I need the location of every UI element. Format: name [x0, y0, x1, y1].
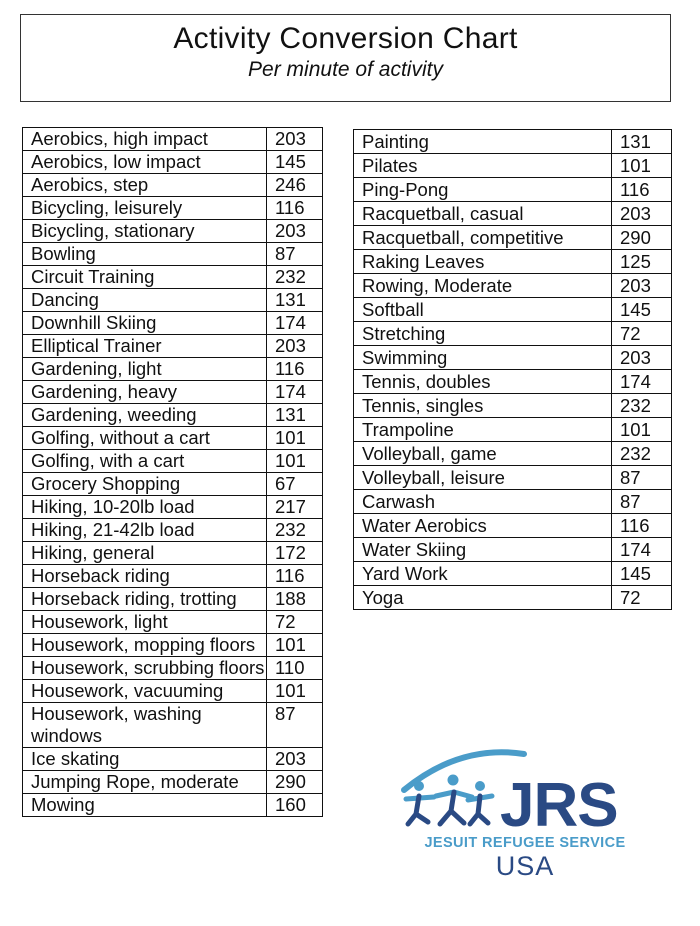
- left-activity-table: [22, 127, 323, 817]
- activity-name: Horseback riding: [23, 565, 267, 588]
- activity-name: Grocery Shopping: [23, 473, 267, 496]
- table-row: [354, 418, 672, 442]
- activity-name: Aerobics, step: [23, 174, 267, 197]
- activity-name: Racquetball, competitive: [354, 226, 612, 250]
- figure-head-icon: [475, 781, 485, 791]
- activity-value: 290: [612, 226, 672, 250]
- activity-name: Downhill Skiing: [23, 312, 267, 335]
- activity-name: Gardening, heavy: [23, 381, 267, 404]
- activity-value: 232: [612, 394, 672, 418]
- activity-name: Golfing, without a cart: [23, 427, 267, 450]
- activity-value: 203: [267, 220, 323, 243]
- table-row: [354, 346, 672, 370]
- table-row: [354, 274, 672, 298]
- activity-name: Trampoline: [354, 418, 612, 442]
- activity-name: Hiking, general: [23, 542, 267, 565]
- page-title: Activity Conversion Chart: [173, 22, 518, 55]
- table-row: [23, 794, 323, 817]
- table-row: [354, 514, 672, 538]
- activity-name: Mowing: [23, 794, 267, 817]
- activity-name: Bicycling, leisurely: [23, 197, 267, 220]
- activity-value: 203: [612, 274, 672, 298]
- activity-value: 203: [267, 335, 323, 358]
- activity-value: 101: [267, 634, 323, 657]
- table-row: [23, 680, 323, 703]
- activity-value: 145: [267, 151, 323, 174]
- activity-name: Painting: [354, 130, 612, 154]
- activity-name: Softball: [354, 298, 612, 322]
- activity-name: Racquetball, casual: [354, 202, 612, 226]
- activity-value: 232: [612, 442, 672, 466]
- activity-name: Horseback riding, trotting: [23, 588, 267, 611]
- table-row: [23, 381, 323, 404]
- activity-name: Stretching: [354, 322, 612, 346]
- figure-head-icon: [448, 775, 459, 786]
- activity-name: Ice skating: [23, 748, 267, 771]
- table-row: [23, 174, 323, 197]
- table-row: [23, 565, 323, 588]
- table-row: [354, 250, 672, 274]
- activity-name: Housework, washing windows: [23, 703, 267, 748]
- activity-name: Yard Work: [354, 562, 612, 586]
- activity-name: Golfing, with a cart: [23, 450, 267, 473]
- activity-name: Ping-Pong: [354, 178, 612, 202]
- activity-value: 145: [612, 562, 672, 586]
- activity-value: 110: [267, 657, 323, 680]
- activity-value: 174: [612, 538, 672, 562]
- activity-value: 131: [612, 130, 672, 154]
- table-row: [354, 370, 672, 394]
- activity-value: 217: [267, 496, 323, 519]
- table-row: [23, 657, 323, 680]
- table-row: [23, 220, 323, 243]
- activity-value: 72: [612, 322, 672, 346]
- table-row: [23, 450, 323, 473]
- activity-name: Water Skiing: [354, 538, 612, 562]
- table-row: [23, 358, 323, 381]
- activity-value: 125: [612, 250, 672, 274]
- title-box: [20, 14, 671, 102]
- table-row: [354, 154, 672, 178]
- table-row: [23, 335, 323, 358]
- activity-value: 203: [612, 346, 672, 370]
- right-activity-table: [353, 129, 672, 610]
- activity-name: Housework, mopping floors: [23, 634, 267, 657]
- table-row: [23, 312, 323, 335]
- activity-name: Housework, scrubbing floors: [23, 657, 267, 680]
- activity-value: 232: [267, 266, 323, 289]
- activity-name: Volleyball, leisure: [354, 466, 612, 490]
- activity-value: 246: [267, 174, 323, 197]
- table-row: [354, 442, 672, 466]
- activity-value: 116: [612, 178, 672, 202]
- activity-value: 87: [267, 243, 323, 266]
- activity-value: 174: [612, 370, 672, 394]
- activity-name: Rowing, Moderate: [354, 274, 612, 298]
- activity-name: Volleyball, game: [354, 442, 612, 466]
- activity-name: Elliptical Trainer: [23, 335, 267, 358]
- table-row: [354, 490, 672, 514]
- activity-value: 174: [267, 312, 323, 335]
- table-row: [354, 466, 672, 490]
- table-row: [23, 703, 323, 748]
- activity-name: Jumping Rope, moderate: [23, 771, 267, 794]
- table-row: [354, 130, 672, 154]
- activity-value: 67: [267, 473, 323, 496]
- table-row: [23, 634, 323, 657]
- table-row: [23, 588, 323, 611]
- activity-name: Yoga: [354, 586, 612, 610]
- table-row: [23, 266, 323, 289]
- activity-value: 101: [267, 427, 323, 450]
- table-row: [23, 519, 323, 542]
- activity-name: Hiking, 21-42lb load: [23, 519, 267, 542]
- activity-name: Tennis, singles: [354, 394, 612, 418]
- table-row: [354, 178, 672, 202]
- table-row: [23, 289, 323, 312]
- jrs-logo: [400, 748, 650, 883]
- table-row: [354, 538, 672, 562]
- table-row: [23, 243, 323, 266]
- activity-value: 203: [267, 748, 323, 771]
- table-row: [354, 394, 672, 418]
- activity-value: 72: [612, 586, 672, 610]
- table-row: [354, 586, 672, 610]
- table-row: [23, 542, 323, 565]
- activity-value: 203: [612, 202, 672, 226]
- activity-name: Raking Leaves: [354, 250, 612, 274]
- table-row: [354, 562, 672, 586]
- activity-value: 174: [267, 381, 323, 404]
- table-row: [23, 197, 323, 220]
- activity-name: Housework, vacuuming: [23, 680, 267, 703]
- activity-value: 131: [267, 289, 323, 312]
- table-row: [23, 748, 323, 771]
- table-row: [23, 496, 323, 519]
- activity-name: Hiking, 10-20lb load: [23, 496, 267, 519]
- activity-name: Water Aerobics: [354, 514, 612, 538]
- activity-value: 131: [267, 404, 323, 427]
- logo-org-name: JESUIT REFUGEE SERVICE: [424, 835, 626, 851]
- activity-name: Bicycling, stationary: [23, 220, 267, 243]
- jrs-logo-graphic: [400, 748, 650, 838]
- table-row: [23, 151, 323, 174]
- table-row: [23, 771, 323, 794]
- activity-value: 101: [267, 680, 323, 703]
- activity-name: Housework, light: [23, 611, 267, 634]
- logo-initials: JRS: [500, 771, 618, 838]
- logo-country: USA: [495, 851, 555, 881]
- activity-name: Aerobics, low impact: [23, 151, 267, 174]
- activity-value: 116: [267, 197, 323, 220]
- activity-name: Gardening, weeding: [23, 404, 267, 427]
- activity-name: Circuit Training: [23, 266, 267, 289]
- table-row: [354, 202, 672, 226]
- activity-value: 188: [267, 588, 323, 611]
- table-row: [23, 473, 323, 496]
- table-row: [354, 298, 672, 322]
- activity-value: 72: [267, 611, 323, 634]
- activity-name: Bowling: [23, 243, 267, 266]
- activity-value: 87: [267, 703, 323, 748]
- table-row: [354, 322, 672, 346]
- activity-name: Dancing: [23, 289, 267, 312]
- activity-name: Swimming: [354, 346, 612, 370]
- activity-value: 87: [612, 490, 672, 514]
- activity-value: 160: [267, 794, 323, 817]
- activity-value: 290: [267, 771, 323, 794]
- activity-name: Aerobics, high impact: [23, 128, 267, 151]
- table-row: [23, 611, 323, 634]
- activity-value: 101: [267, 450, 323, 473]
- table-row: [23, 404, 323, 427]
- activity-value: 203: [267, 128, 323, 151]
- activity-name: Gardening, light: [23, 358, 267, 381]
- activity-value: 101: [612, 418, 672, 442]
- table-row: [354, 226, 672, 250]
- activity-value: 145: [612, 298, 672, 322]
- activity-name: Tennis, doubles: [354, 370, 612, 394]
- table-row: [23, 128, 323, 151]
- activity-value: 116: [612, 514, 672, 538]
- figure-head-icon: [414, 781, 424, 791]
- activity-value: 116: [267, 565, 323, 588]
- page-subtitle: Per minute of activity: [248, 58, 443, 81]
- activity-name: Carwash: [354, 490, 612, 514]
- activity-value: 116: [267, 358, 323, 381]
- table-row: [23, 427, 323, 450]
- activity-name: Pilates: [354, 154, 612, 178]
- activity-value: 232: [267, 519, 323, 542]
- activity-value: 87: [612, 466, 672, 490]
- activity-value: 101: [612, 154, 672, 178]
- activity-value: 172: [267, 542, 323, 565]
